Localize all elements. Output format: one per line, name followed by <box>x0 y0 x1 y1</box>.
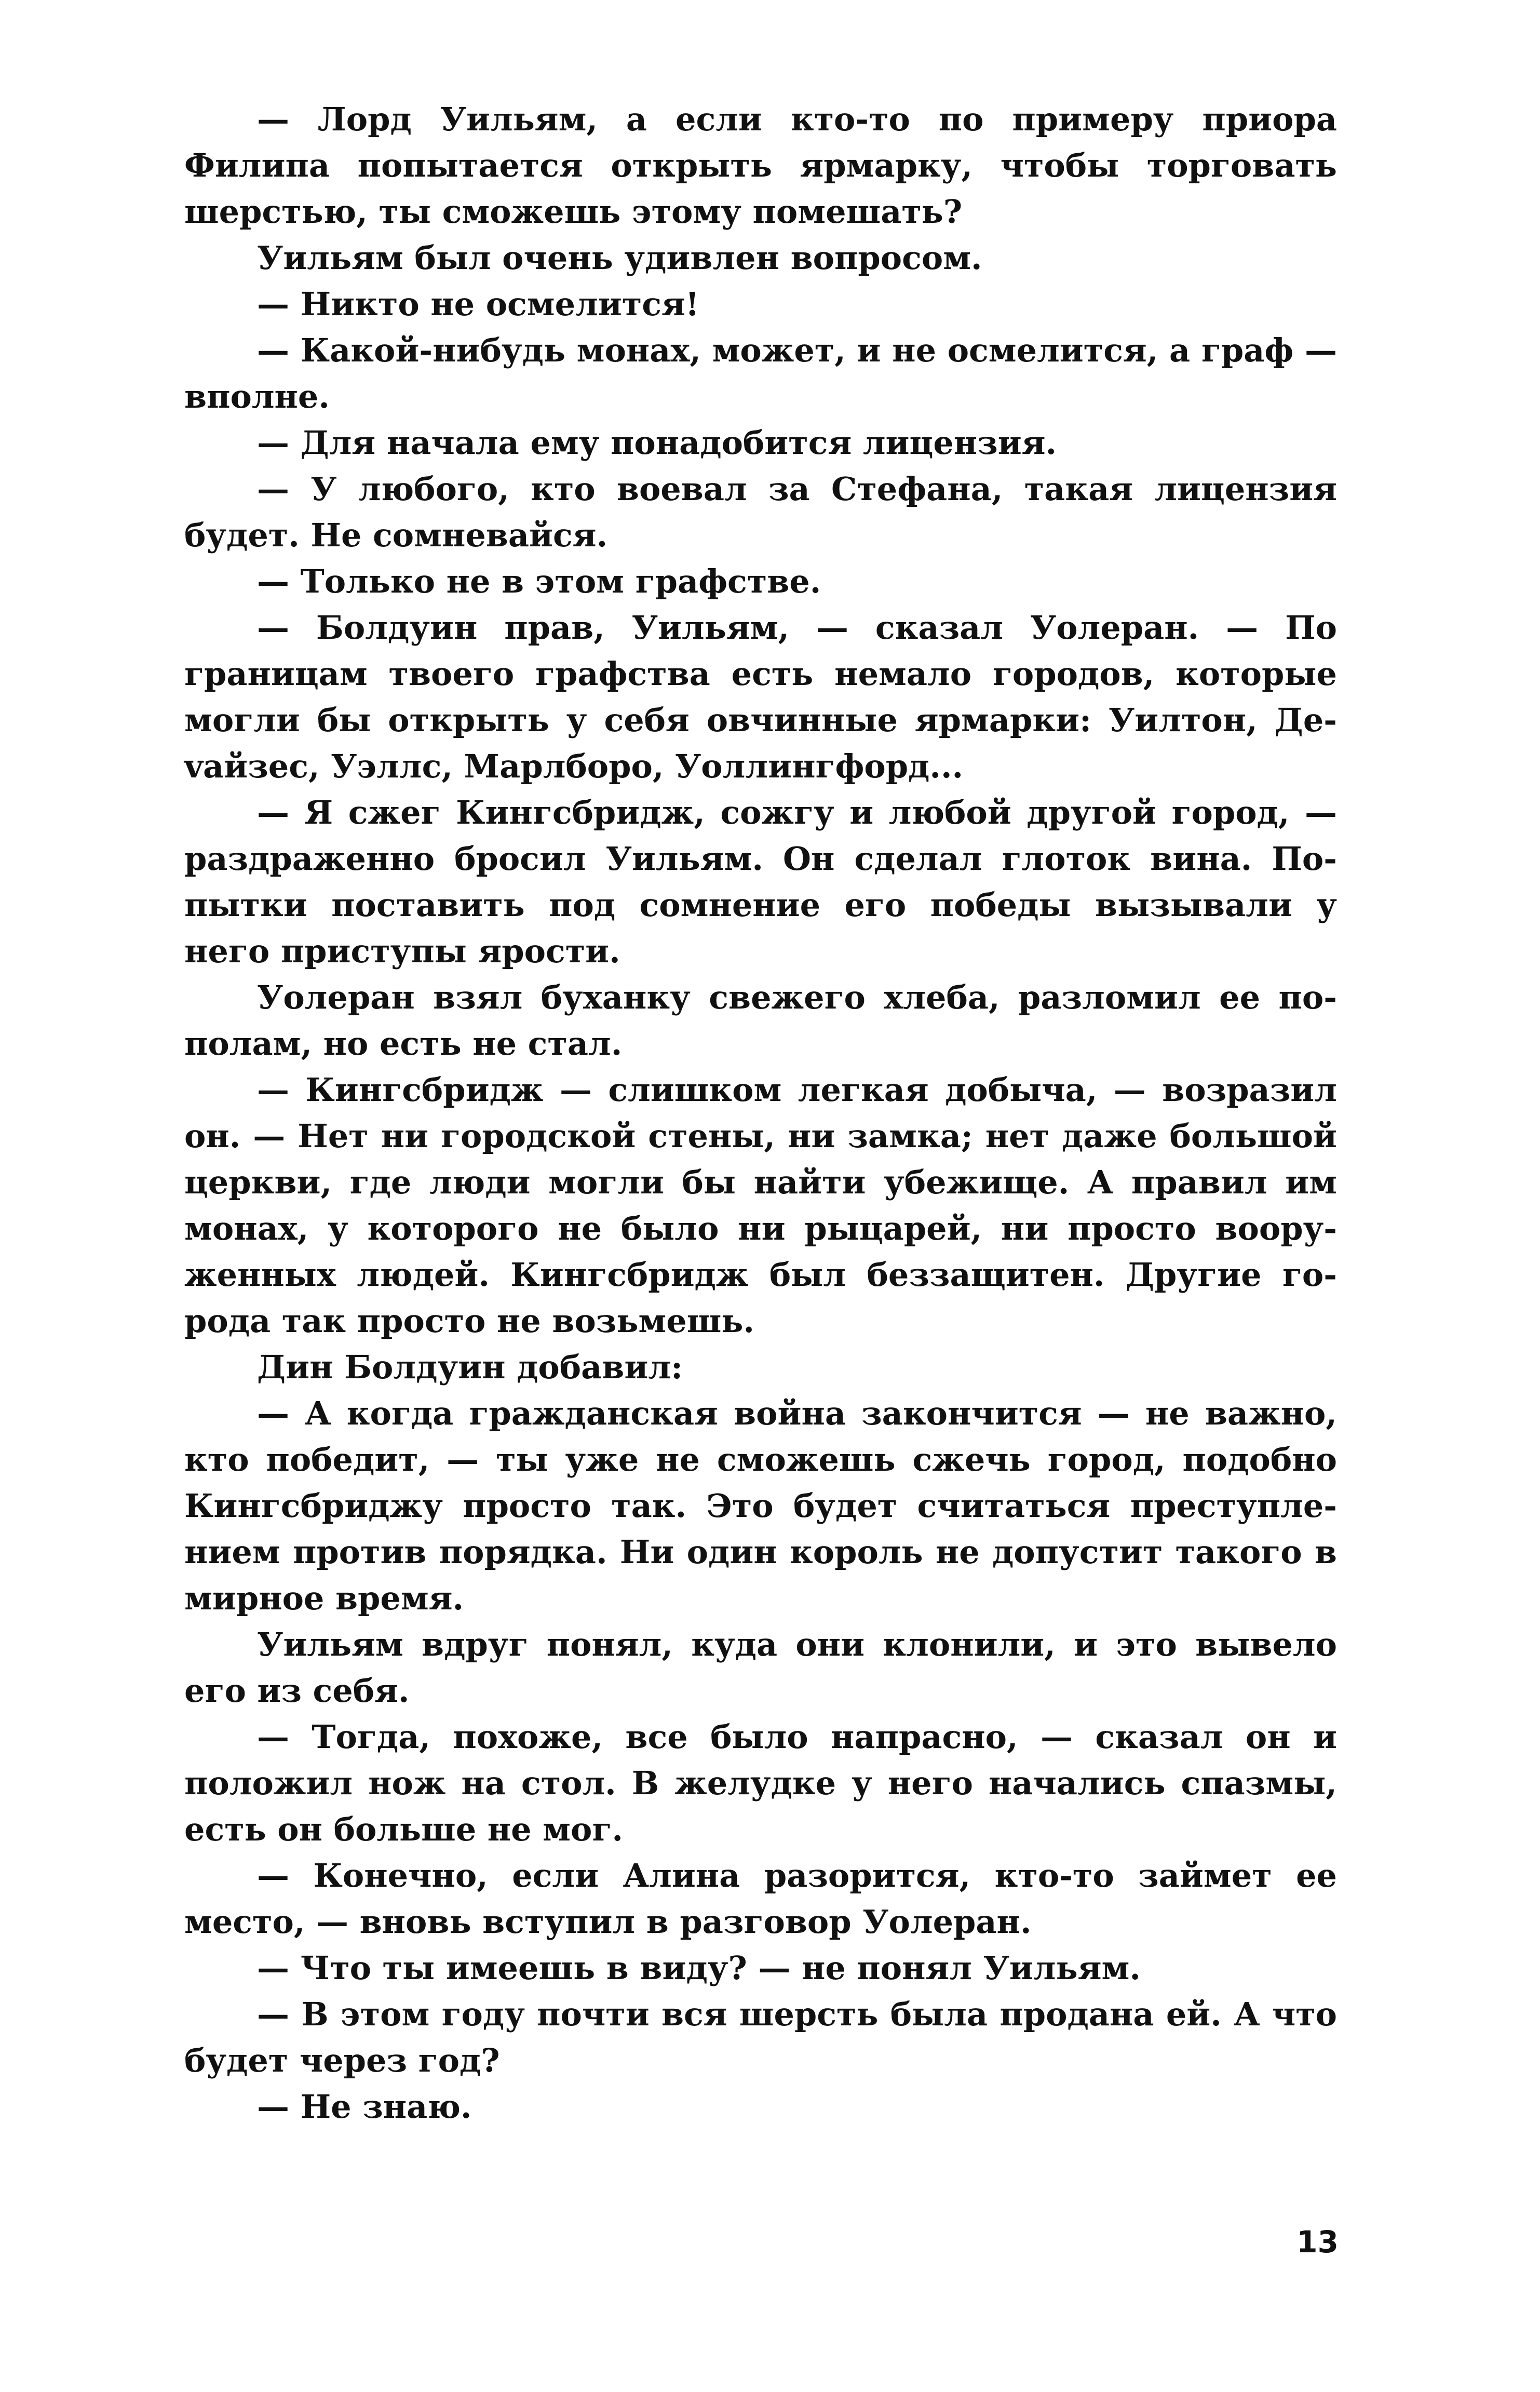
paragraph: — Только не в этом графстве. <box>257 562 821 600</box>
paragraph: Уильям был очень удивлен вопросом. <box>257 239 982 277</box>
paragraph: — В этом году почти вся шерсть была продана ей. А что будет через год? <box>184 1995 1337 2079</box>
page-number: 13 <box>1296 2224 1339 2260</box>
paragraph: — А когда гражданская война закончится — не важно, кто победит, — ты уже не сможешь сжечь город, подобно Кингсбриджу просто так. Это будет считаться преступлением против порядка. Ни один король не допустит такого в мирное время. <box>184 1394 1337 1617</box>
paragraph: — Болдуин прав, Уильям, — сказал Уолеран. — По границам твоего графства есть немало городов, которые могли бы открыть у себя овчинные ярмарки: Уилтон, Деvайзес, Уэллс, Марлборо, Уоллингфорд... <box>184 609 1337 785</box>
paragraph: — Кингсбридж — слишком легкая добыча, — возразил он. — Нет ни городской стены, ни замка; нет даже большой церкви, где люди могли бы найти убежище. А правил им монах, у которого не было ни рыцарей, ни просто вооруженных людей. Кингсбридж был беззащитен. Другие города так просто не возьмешь. <box>184 1071 1337 1340</box>
paragraph: — Конечно, если Алина разорится, кто-то займет ее место, — вновь вступил в разговор Уолеран. <box>184 1857 1337 1941</box>
paragraph: — Никто не осмелится! <box>257 285 699 323</box>
paragraph: — У любого, кто воевал за Стефана, такая лицензия будет. Не сомневайся. <box>184 470 1337 554</box>
paragraph: — Тогда, похоже, все было напрасно, — сказал он и положил нож на стол. В желудке у него начались спазмы, есть он больше не мог. <box>184 1718 1337 1848</box>
paragraph: — Что ты имеешь в виду? — не понял Уильям. <box>257 1949 1141 1987</box>
paragraph: Уильям вдруг понял, куда они клонили, и это вывело его из себя. <box>184 1625 1337 1710</box>
paragraph: — Я сжег Кингсбридж, сожгу и любой другой город, — раздраженно бросил Уильям. Он сделал глоток вина. Попытки поставить под сомнение его победы вызывали у него приступы ярости. <box>184 794 1337 970</box>
paragraph: — Не знаю. <box>257 2088 472 2126</box>
paragraph: — Лорд Уильям, а если кто-то по примеру приора Филипа попытается открыть ярмарку, чтобы торговать шерстью, ты сможешь этому помешать? <box>184 100 1337 231</box>
paragraph: — Для начала ему понадобится лицензия. <box>257 424 1057 462</box>
paragraph: Уолеран взял буханку свежего хлеба, разломил ее пополам, но есть не стал. <box>184 978 1337 1063</box>
body-text <box>184 96 1337 2130</box>
paragraph: Дин Болдуин добавил: <box>257 1348 683 1386</box>
paragraph: — Какой-нибудь монах, может, и не осмелится, а граф — вполне. <box>184 331 1337 415</box>
